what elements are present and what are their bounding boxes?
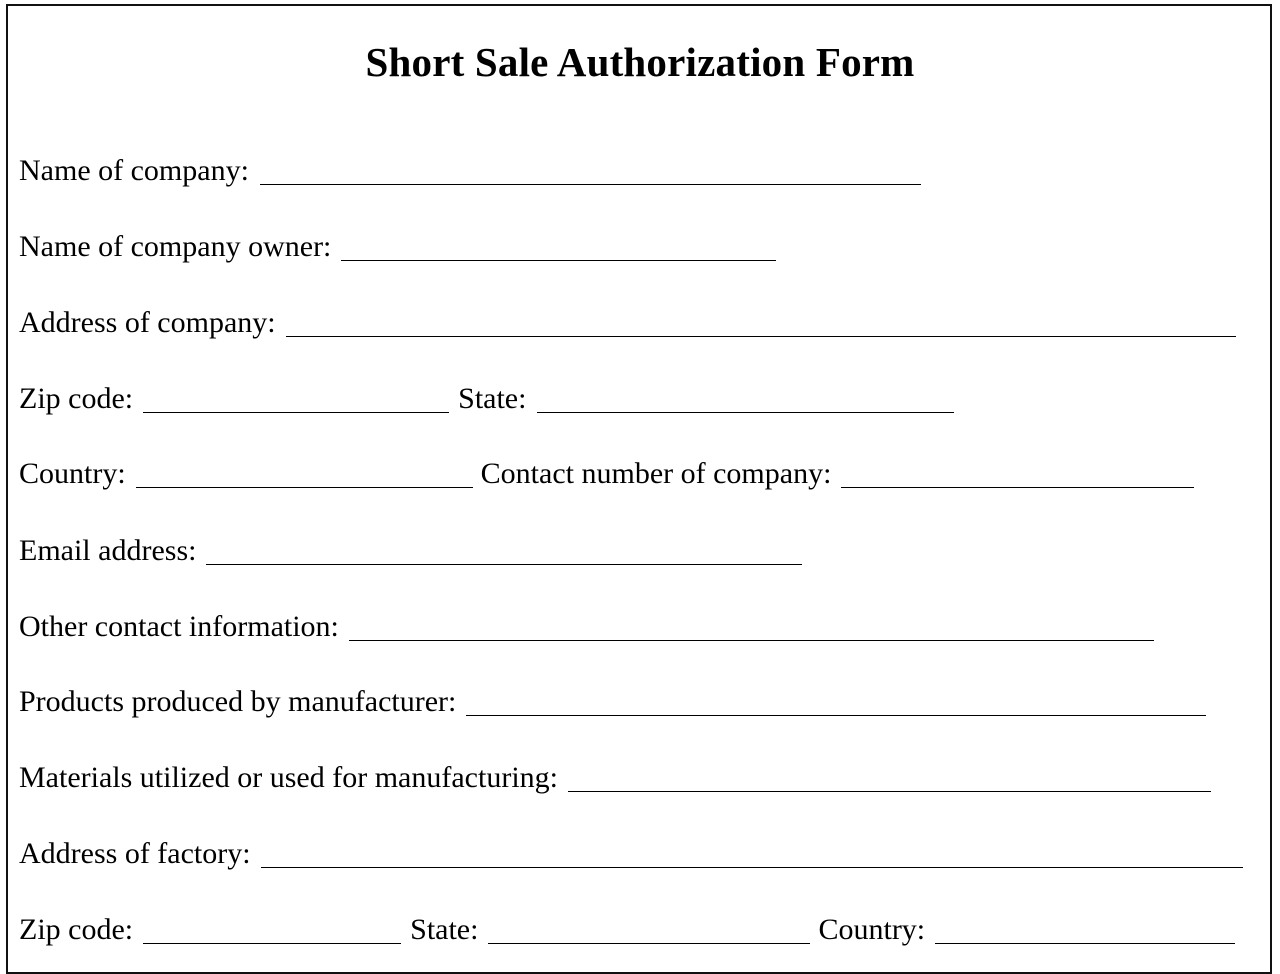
company-zip-input-line[interactable] <box>143 412 449 413</box>
factory-zip-input-line[interactable] <box>143 943 401 944</box>
contact-number-label: Contact number of company: <box>480 457 832 490</box>
factory-state-input-line[interactable] <box>488 943 810 944</box>
row-products <box>19 679 1206 719</box>
company-address-label: Address of company: <box>19 306 276 339</box>
row-company-name <box>19 148 921 188</box>
row-materials <box>19 755 1211 795</box>
row-factory-address <box>19 831 1243 871</box>
company-country-input-line[interactable] <box>136 487 473 488</box>
row-other-contact <box>19 604 1154 644</box>
row-country-contact <box>19 451 1194 491</box>
products-input-line[interactable] <box>466 715 1206 716</box>
factory-zip-label: Zip code: <box>19 913 134 946</box>
company-owner-input-line[interactable] <box>341 260 776 261</box>
factory-address-label: Address of factory: <box>19 837 251 870</box>
email-label: Email address: <box>19 534 197 567</box>
row-company-zip-state <box>19 376 954 416</box>
company-state-input-line[interactable] <box>537 412 954 413</box>
form-title: Short Sale Authorization Form <box>365 39 915 85</box>
company-country-label: Country: <box>19 457 126 490</box>
email-input-line[interactable] <box>206 564 802 565</box>
row-factory-zip-state-country <box>19 907 1235 947</box>
company-owner-label: Name of company owner: <box>19 230 332 263</box>
other-contact-input-line[interactable] <box>349 640 1154 641</box>
company-state-label: State: <box>458 382 527 415</box>
factory-country-input-line[interactable] <box>935 943 1235 944</box>
materials-input-line[interactable] <box>568 791 1211 792</box>
row-company-owner <box>19 224 776 264</box>
company-name-input-line[interactable] <box>260 184 921 185</box>
factory-country-label: Country: <box>818 913 926 946</box>
products-label: Products produced by manufacturer: <box>19 685 457 718</box>
row-email <box>19 528 802 568</box>
materials-label: Materials utilized or used for manufacturing: <box>19 761 558 794</box>
company-address-input-line[interactable] <box>286 336 1236 337</box>
factory-state-label: State: <box>410 913 479 946</box>
company-zip-label: Zip code: <box>19 382 134 415</box>
contact-number-input-line[interactable] <box>841 487 1194 488</box>
other-contact-label: Other contact information: <box>19 610 339 643</box>
company-name-label: Name of company: <box>19 154 249 187</box>
row-company-address <box>19 300 1236 340</box>
factory-address-input-line[interactable] <box>261 867 1243 868</box>
